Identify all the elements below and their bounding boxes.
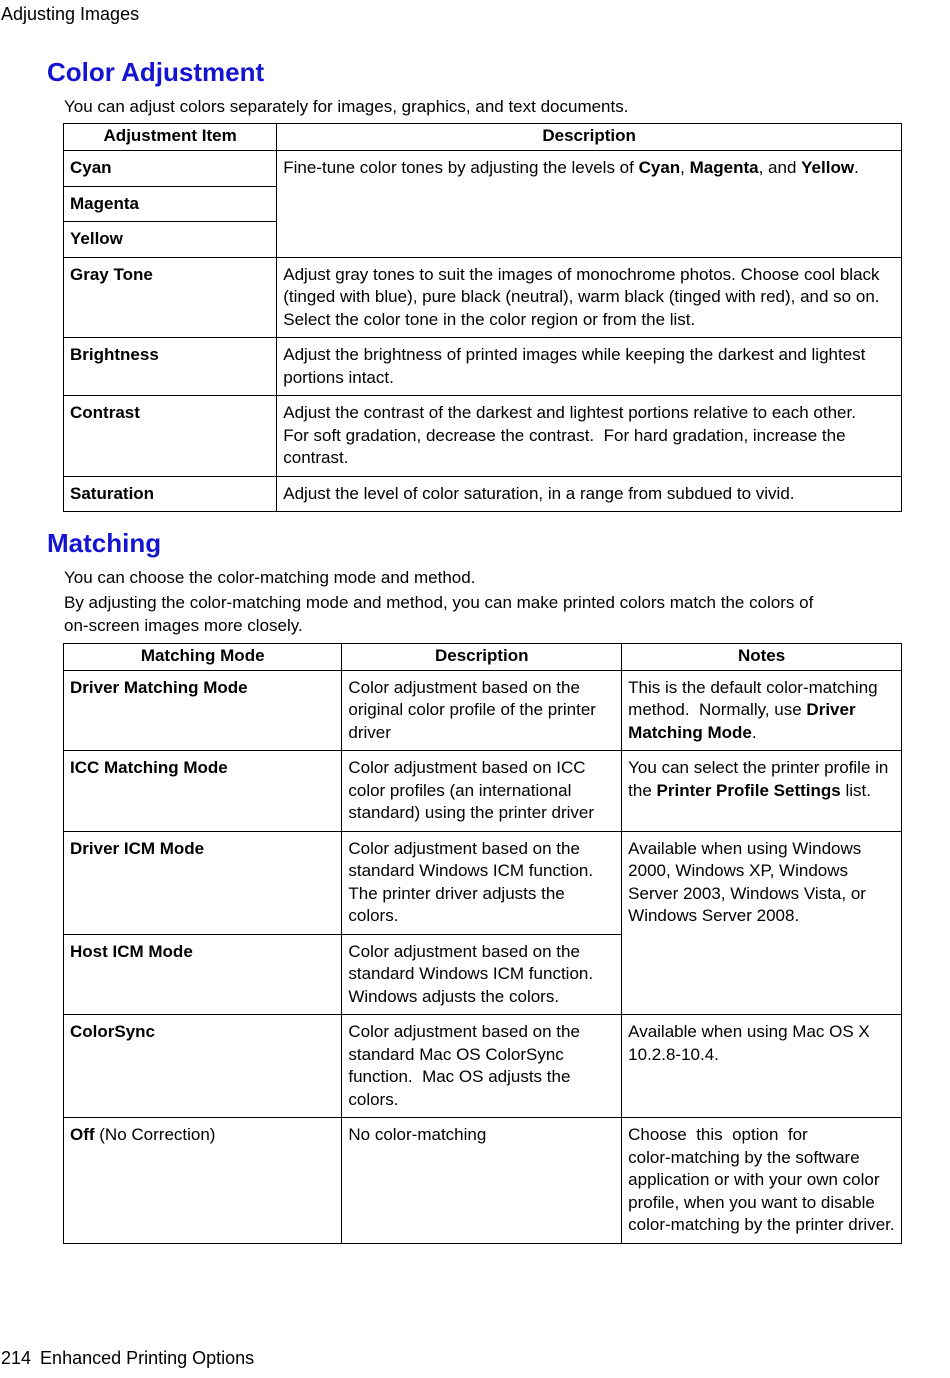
gray-tone-description: Adjust gray tones to suit the images of monochrome photos. Choose cool black (tinged with blue), pure black (neutral), warm black (tinged with red), and so on. Select the color tone in the color region or from the list.: [277, 257, 902, 338]
item-cyan: Cyan: [64, 151, 277, 187]
column-header: Notes: [622, 644, 902, 671]
mode-colorsync: ColorSync: [64, 1015, 342, 1118]
windows-icm-notes: Available when using Windows 2000, Windows XP, Windows Server 2003, Windows Vista, or Windows Server 2008.: [622, 831, 902, 1015]
mode-icc-matching: ICC Matching Mode: [64, 751, 342, 832]
column-header: Description: [342, 644, 622, 671]
off-notes: Choose this option for color-matching by the software application or with your own color profile, when you want to disable color-matching by the printer driver.: [622, 1118, 902, 1244]
colorsync-description: Color adjustment based on the standard Mac OS ColorSync function. Mac OS adjusts the colors.: [342, 1015, 622, 1118]
off-description: No color-matching: [342, 1118, 622, 1244]
table-row: [64, 1118, 902, 1244]
table-row: [64, 670, 902, 751]
mode-driver-matching: Driver Matching Mode: [64, 670, 342, 751]
column-header: Description: [277, 124, 902, 151]
page-header: Adjusting Images: [1, 4, 140, 24]
host-icm-description: Color adjustment based on the standard Windows ICM function. Windows adjusts the colors.: [342, 934, 622, 1015]
table-row: [64, 831, 902, 934]
matching-intro-1: You can choose the color-matching mode and method.: [64, 568, 476, 587]
item-saturation: Saturation: [64, 476, 277, 512]
brightness-description: Adjust the brightness of printed images while keeping the darkest and lightest portions intact.: [277, 338, 902, 396]
item-yellow: Yellow: [64, 222, 277, 258]
mode-host-icm: Host ICM Mode: [64, 934, 342, 1015]
colorsync-notes: Available when using Mac OS X 10.2.8-10.4.: [622, 1015, 902, 1118]
table-row: [64, 257, 902, 338]
cmy-description: Fine-tune color tones by adjusting the levels of Cyan, Magenta, and Yellow.: [277, 151, 902, 258]
contrast-description: Adjust the contrast of the darkest and lightest portions relative to each other. For soft gradation, decrease the contrast. For hard gradation, increase the contrast.: [277, 396, 902, 477]
table-header-row: [64, 124, 902, 151]
matching-intro-2: By adjusting the color-matching mode and method, you can make printed colors match the colors of on-screen images more closely.: [64, 593, 814, 635]
item-gray-tone: Gray Tone: [64, 257, 277, 338]
driver-icm-description: Color adjustment based on the standard Windows ICM function. The printer driver adjusts the colors.: [342, 831, 622, 934]
table-row: [64, 338, 902, 396]
icc-matching-description: Color adjustment based on ICC color profiles (an international standard) using the printer driver: [342, 751, 622, 832]
table-row: [64, 151, 902, 187]
table-row: [64, 751, 902, 832]
driver-matching-notes: This is the default color-matching method. Normally, use Driver Matching Mode.: [622, 670, 902, 751]
saturation-description: Adjust the level of color saturation, in a range from subdued to vivid.: [277, 476, 902, 512]
table-row: [64, 1015, 902, 1118]
page-number: 214: [1, 1348, 32, 1368]
icc-matching-notes: You can select the printer profile in the Printer Profile Settings list.: [622, 751, 902, 832]
matching-table: [63, 643, 902, 1244]
table-row: [64, 476, 902, 512]
column-header: Matching Mode: [64, 644, 342, 671]
footer-title: Enhanced Printing Options: [40, 1348, 255, 1368]
color-adjustment-heading: Color Adjustment: [47, 57, 265, 87]
table-header-row: [64, 644, 902, 671]
color-adjustment-table: [63, 123, 902, 512]
page-footer: [1, 1348, 254, 1369]
item-magenta: Magenta: [64, 186, 277, 222]
column-header: Adjustment Item: [64, 124, 277, 151]
driver-matching-description: Color adjustment based on the original color profile of the printer driver: [342, 670, 622, 751]
matching-heading: Matching: [47, 528, 162, 558]
color-adjustment-intro: You can adjust colors separately for images, graphics, and text documents.: [64, 97, 629, 116]
table-row: [64, 396, 902, 477]
mode-driver-icm: Driver ICM Mode: [64, 831, 342, 934]
item-contrast: Contrast: [64, 396, 277, 477]
mode-off: Off (No Correction): [64, 1118, 342, 1244]
item-brightness: Brightness: [64, 338, 277, 396]
